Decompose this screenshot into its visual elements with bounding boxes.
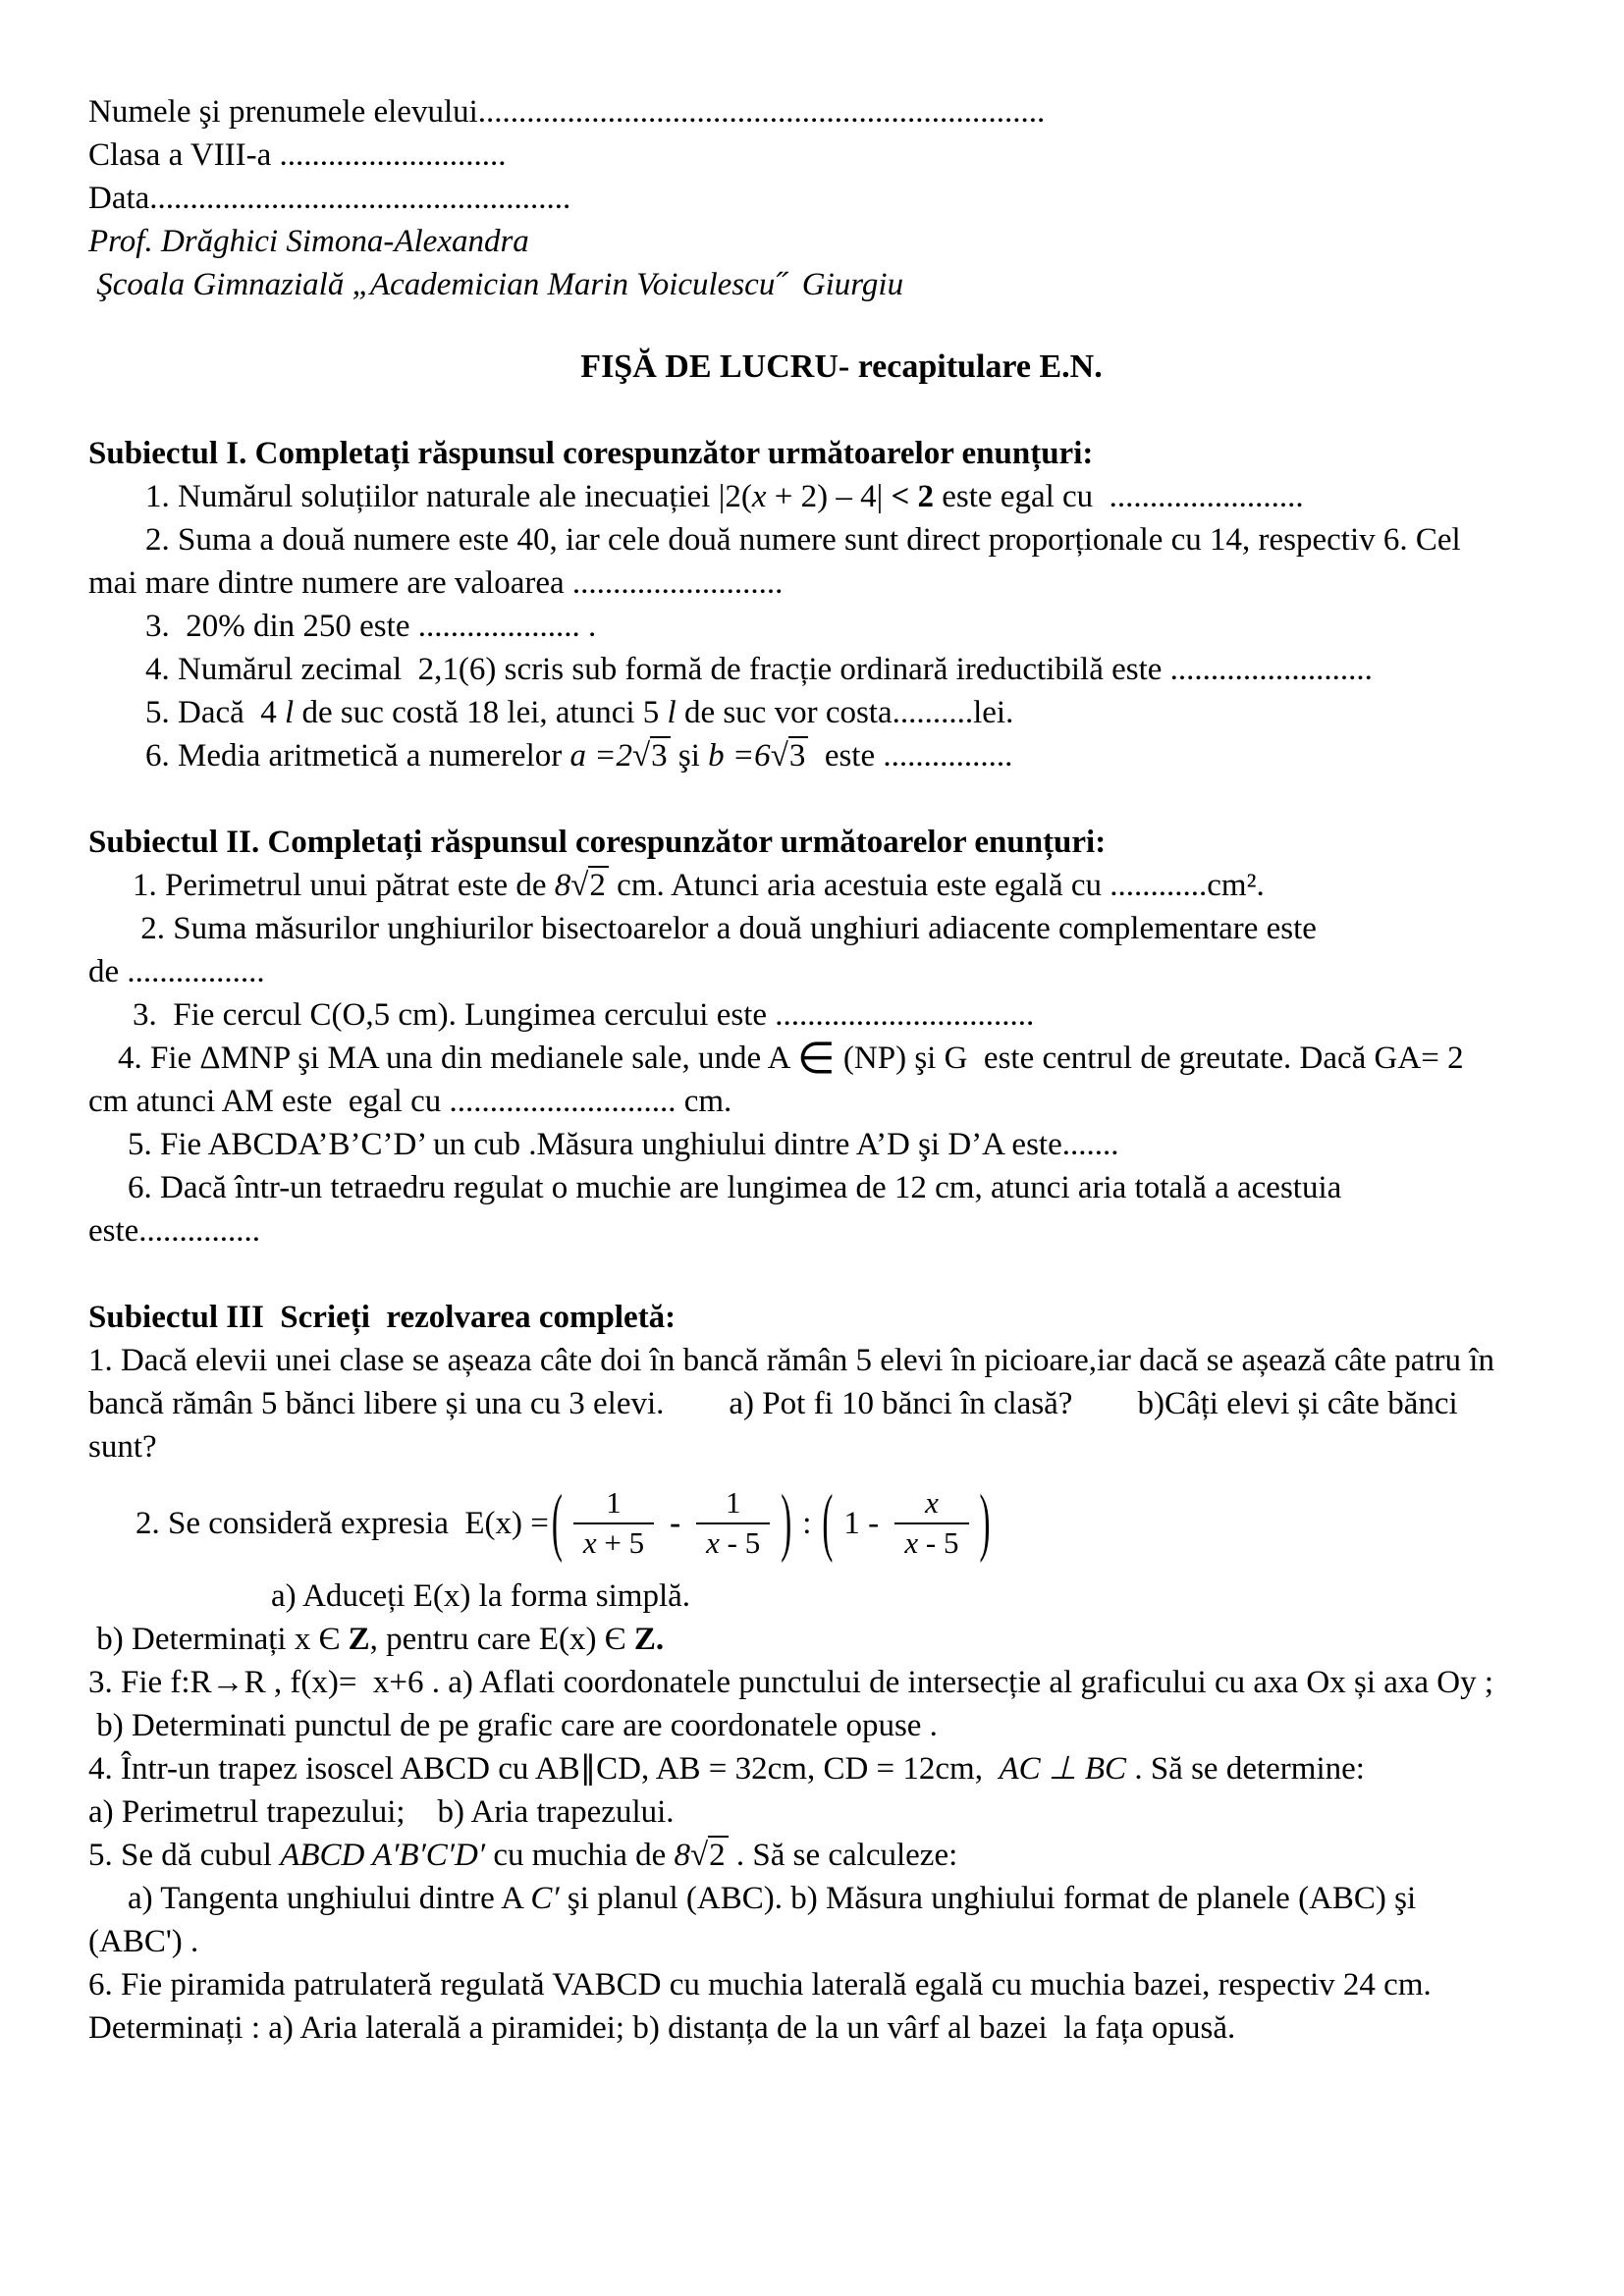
division-operator: :: [802, 1506, 812, 1541]
text-segment: 6. Media aritmetică a numerelor: [145, 738, 570, 774]
math-var-l: l: [285, 695, 295, 730]
dotted-blank: de suc vor costa..........lei.: [676, 695, 1014, 730]
s2-item-6-line2: este...............: [88, 1213, 261, 1249]
text-segment: + 5: [596, 1525, 645, 1560]
math-equals: =6: [724, 738, 771, 774]
professor-line: Prof. Drăghici Simona-Alexandra: [88, 224, 529, 259]
s1-item-3: 3. 20% din 250 este .................... .: [145, 609, 597, 644]
math-coefficient: 8: [554, 868, 571, 903]
sqrt-radical: [570, 866, 609, 903]
text-segment: , pentru care E(x) Є: [369, 1622, 634, 1657]
text-segment: (NP) şi G este centrul de greutate. Dacă GA= 2: [835, 1041, 1464, 1076]
sqrt-radical: [771, 736, 809, 774]
math-perpendicular-segment: AC ⊥ BC: [999, 1751, 1127, 1787]
minus-operator: -: [670, 1506, 681, 1541]
fraction-2: [696, 1487, 770, 1559]
math-var-a: a: [569, 738, 586, 774]
s3-item-5-line3: (ABC') .: [88, 1924, 199, 1959]
s1-item-1: [88, 475, 1595, 518]
text-segment: 1. Numărul soluțiilor naturale ale inecuației |2(: [145, 479, 752, 514]
fraction-numerator: x: [894, 1487, 968, 1524]
fraction-denominator: [696, 1524, 770, 1560]
dotted-blank: este egal cu ........................: [934, 479, 1304, 514]
text-segment: şi: [670, 738, 709, 774]
text-segment: 4. Fie ΔMNP şi MA una din medianele sale, unde A: [118, 1041, 797, 1076]
dotted-blank: cm. Atunci aria acestuia este egală cu ............cm².: [608, 868, 1265, 903]
fraction-1: [573, 1487, 654, 1559]
subject3-heading: Subiectul III Scrieți rezolvarea completă:: [88, 1300, 677, 1335]
student-name-line: Numele şi prenumele elevului......................................................................: [88, 94, 1046, 130]
radical-sign: √: [770, 738, 788, 774]
one-minus-segment: 1 -: [843, 1506, 888, 1541]
fraction-3: [894, 1487, 968, 1559]
math-var-x: x: [904, 1525, 919, 1560]
math-var-x: x: [706, 1525, 720, 1560]
s3-item-6-line2: Determinați : a) Aria laterală a piramidei; b) distanța de la un vârf al bazei la fața opusă.: [88, 2010, 1236, 2046]
radicand: 3: [650, 736, 671, 774]
radicand: 2: [588, 866, 609, 903]
s2-item-2-line2: de .................: [88, 954, 265, 989]
s3-item-4-line2: a) Perimetrul trapezului; b) Aria trapezului.: [88, 1794, 675, 1830]
s3-item-3-line2: b) Determinati punctul de pe grafic care are coordonatele opuse .: [88, 1708, 938, 1743]
math-var-l: l: [667, 695, 677, 730]
s2-item-1: [88, 864, 1595, 907]
s1-item-6: [88, 734, 1595, 777]
worksheet-title: FIŞĂ DE LUCRU- recapitulare E.N.: [580, 348, 1103, 385]
text-segment: . Să se calculeze:: [728, 1838, 958, 1873]
math-var-x: x: [582, 1525, 597, 1560]
radical-sign: √: [690, 1838, 709, 1873]
s3-item-5-line1: [88, 1834, 1595, 1877]
date-line: Data....................................................: [88, 181, 571, 216]
text-segment: şi planul (ABC). b) Măsura unghiului format de planele (ABC) şi: [559, 1881, 1417, 1916]
right-paren: ): [781, 1481, 792, 1566]
text-segment: 5. Dacă 4: [145, 695, 286, 730]
s2-item-2-line1: 2. Suma măsurilor unghiurilor bisectoarelor a două unghiuri adiacente complementare este: [133, 911, 1317, 946]
s3-item-2-formula: [88, 1476, 1595, 1571]
math-var-c-prime: C′: [530, 1881, 560, 1916]
radicand: 2: [708, 1836, 729, 1873]
sqrt-radical: [632, 736, 671, 774]
set-z-symbol: Z.: [633, 1622, 665, 1657]
cube-label: ABCD A′B′C′D′: [280, 1838, 494, 1873]
s3-item-4-line1: [88, 1747, 1595, 1790]
math-equals: =2: [585, 738, 633, 774]
s1-item-5: [88, 691, 1595, 734]
s3-item-2b: [88, 1618, 1595, 1661]
s3-item-1-line3: sunt?: [88, 1429, 157, 1465]
s1-item-2-line2: mai mare dintre numere are valoarea ..........................: [88, 565, 784, 601]
school-line: Şcoala Gimnazială „Academician Marin Voiculescu˝ Giurgiu: [88, 267, 904, 302]
formula-lead: 2. Se consideră expresia E(x) =: [135, 1506, 549, 1541]
fraction-numerator: 1: [696, 1487, 770, 1524]
math-var-b: b: [708, 738, 725, 774]
s2-item-4-line2: cm atunci AM este egal cu ............................ cm.: [88, 1084, 732, 1119]
fraction-denominator: [573, 1524, 654, 1560]
sqrt-radical: [690, 1836, 729, 1873]
left-paren: (: [822, 1481, 834, 1566]
text-segment: 4. Într-un trapez isoscel ABCD cu AB∥CD, AB = 32cm, CD = 12cm,: [88, 1751, 1000, 1787]
s2-item-5: 5. Fie ABCDA’B’C’D’ un cub .Măsura unghiului dintre A’D şi D’A este.......: [128, 1127, 1119, 1162]
text-segment: a) Tangenta unghiului dintre A: [128, 1881, 531, 1916]
set-z-symbol: Z: [348, 1622, 370, 1657]
s3-item-6-line1: 6. Fie piramida patrulateră regulată VABCD cu muchia laterală egală cu muchia bazei, respectiv 24 cm.: [88, 1967, 1432, 2002]
radicand: 3: [788, 736, 809, 774]
text-segment: b) Determinați x Є: [88, 1622, 349, 1657]
text-segment: de suc costă 18 lei, atunci 5: [294, 695, 668, 730]
s3-item-5-line2: [88, 1877, 1595, 1920]
text-segment: - 5: [918, 1525, 959, 1560]
fraction-denominator: [894, 1524, 968, 1560]
text-segment: - 5: [719, 1525, 761, 1560]
math-coefficient: 8: [674, 1838, 691, 1873]
s3-item-1-line1: 1. Dacă elevii unei clase se așeaza câte doi în bancă rămân 5 elevi în picioare,iar dacă se așează câte patru în: [88, 1343, 1494, 1378]
text-segment: 5. Se dă cubul: [88, 1838, 281, 1873]
math-var-x: x: [751, 479, 767, 514]
dotted-blank: este ................: [808, 738, 1013, 774]
class-line: Clasa a VIII-a ............................: [88, 137, 507, 173]
s2-item-3: 3. Fie cercul C(O,5 cm). Lungimea cercului este ................................: [133, 997, 1035, 1033]
text-segment: cu muchia de: [493, 1838, 675, 1873]
subject1-heading: Subiectul I. Completați răspunsul corespunzător următoarelor enunțuri:: [88, 436, 1094, 471]
s2-item-4-line1: [88, 1034, 1595, 1083]
text-segment: . Să se determine:: [1126, 1751, 1365, 1787]
right-paren: ): [979, 1481, 991, 1566]
text-segment: + 2) – 4|: [766, 479, 892, 514]
radical-sign: √: [632, 738, 651, 774]
left-paren: (: [551, 1481, 563, 1566]
s3-item-3-line1: 3. Fie f:R→R , f(x)= x+6 . a) Aflati coordonatele punctului de intersecție al graficului cu axa Ox și axa Oy ;: [88, 1665, 1494, 1700]
s1-item-2-line1: 2. Suma a două numere este 40, iar cele două numere sunt direct proporționale cu 14, respectiv 6. Cel: [145, 522, 1461, 558]
text-segment: 1. Perimetrul unui pătrat este de: [133, 868, 555, 903]
radical-sign: √: [570, 868, 589, 903]
subject2-heading: Subiectul II. Completați răspunsul corespunzător următoarelor enunțuri:: [88, 825, 1107, 860]
s3-item-1-line2: bancă rămân 5 bănci libere și una cu 3 elevi. a) Pot fi 10 bănci în clasă? b)Câți elevi și câte bănci: [88, 1386, 1458, 1421]
s1-item-4: 4. Numărul zecimal 2,1(6) scris sub formă de fracție ordinară ireductibilă este .........................: [145, 652, 1373, 687]
s2-item-6-line1: 6. Dacă într-un tetraedru regulat o muchie are lungimea de 12 cm, atunci aria totală a acestuia: [128, 1170, 1342, 1205]
inequality-segment: < 2: [891, 479, 935, 514]
s3-item-2a: a) Aduceți E(x) la forma simplă.: [271, 1578, 691, 1614]
fraction-numerator: 1: [573, 1487, 654, 1524]
element-of-symbol: ∈: [796, 1034, 836, 1083]
